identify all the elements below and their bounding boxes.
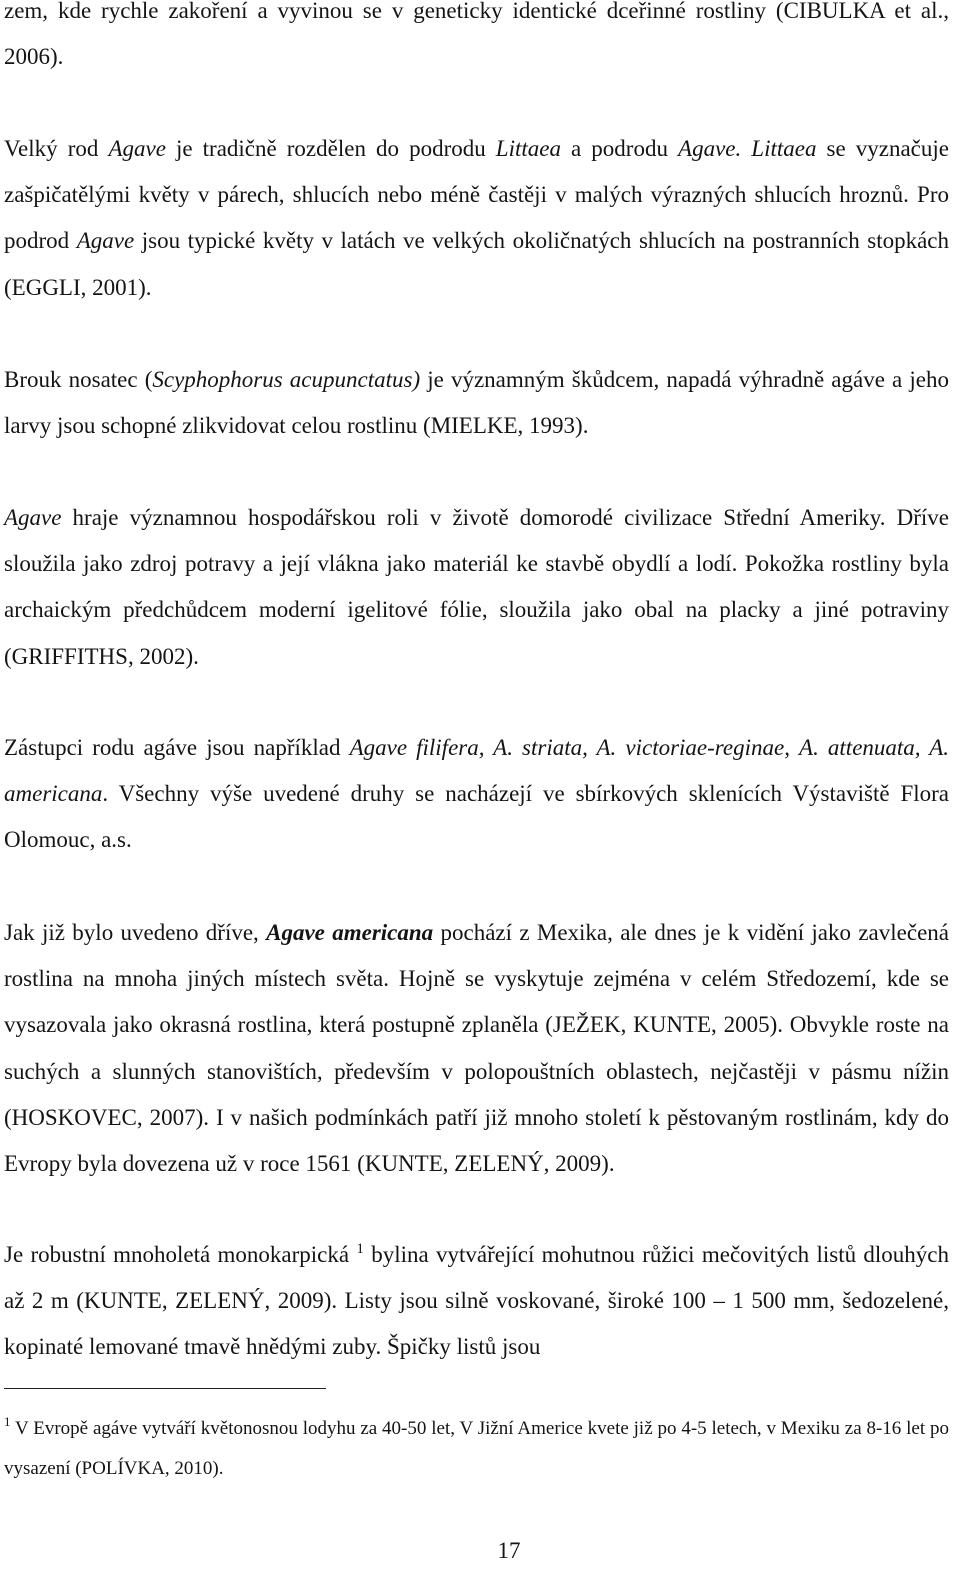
italic-run: Agave [108, 136, 166, 161]
text-run: hraje významnou hospodářskou roli v životě domorodé civilizace Střední Ameriky. Dříve sloužila jako zdroj potravy a její vlákna jako materiál ke stavbě obydlí a lodí. Pokožka rostliny byla archaickým předchůdcem moderní igelitové fólie, sloužila jako obal na placky a jiné potraviny (GRIFFITHS, 2002). [4, 505, 949, 669]
paragraph-agave-americana [4, 910, 949, 1187]
bold-italic-run: Agave americana [266, 920, 434, 945]
footnote-text: V Evropě agáve vytváří květonosnou lodyhu za 40-50 let, V Jižní Americe kvete již po 4-5 letech, v Mexiku za 8-16 let po vysazení (POLÍVKA, 2010). [4, 1418, 949, 1479]
italic-run: Agave. Littaea [678, 136, 817, 161]
italic-run: Scyphophorus acupunctatus) [152, 367, 421, 392]
text-run: se vyznačuje zašpičatělými květy v párech, shlucích nebo méně častěji v malých výrazných shlucích hroznů. Pro podrod [4, 136, 949, 254]
paragraph-economic-role [4, 495, 949, 680]
text-run: , [784, 735, 800, 760]
document-page [4, 0, 949, 1580]
italic-run: Agave [76, 228, 135, 254]
italic-run: Agave [4, 505, 62, 530]
paragraph-weevil [4, 357, 949, 449]
text-run: zem, kde rychle zakoření a vyvinou se v geneticky identické dceřinné rostliny (CIBULKA et al., 2006). [4, 0, 949, 70]
italic-run: Agave filifera, A. striata, A. victoriae-reginae [349, 735, 785, 760]
footnote-reference[interactable]: 1 [356, 1241, 364, 1257]
text-run: pochází z Mexika, ale dnes je k vidění jako zavlečená rostlina na mnoha jiných místech světa. Hojně se vyskytuje zejména v celém Středozemí, kde se vysazovala jako okrasná rostlina, která postupně zplaněla (JEŽEK, KUNTE, 2005). Obvykle roste na suchých a slunných stanovištích, především v polopouštních oblastech, nejčastěji v pásmu nížin (HOSKOVEC, 2007). I v našich podmínkách patří již mnoho století k pěstovaným rostlinám, kdy do Evropy byla dovezena už v roce 1561 (KUNTE, ZELENÝ, 2009). [4, 920, 949, 1177]
paragraph-description [4, 1232, 949, 1371]
text-run: Je robustní mnoholetá monokarpická [4, 1242, 357, 1267]
text-run: Jak již bylo uvedeno dříve, [4, 920, 267, 945]
italic-run: A. attenuata, A. americana [4, 735, 949, 807]
text-run: Velký rod [4, 136, 109, 161]
paragraph-propagation [4, 0, 949, 80]
paragraph-subgenera [4, 126, 949, 311]
page-number: 17 [497, 1538, 521, 1563]
footnote-marker: 1 [4, 1414, 11, 1429]
text-run: . Všechny výše uvedené druhy se nacházejí ve sbírkových sklenících Výstaviště Flora Olomouc, a.s. [4, 781, 949, 853]
text-run: je tradičně rozdělen do podrodu [165, 136, 496, 161]
text-run: Zástupci rodu agáve jsou například [4, 735, 350, 760]
text-run: je významným škůdcem, napadá výhradně agáve a jeho larvy jsou schopné zlikvidovat celou rostlinu (MIELKE, 1993). [4, 367, 949, 439]
paragraph-species [4, 725, 949, 864]
text-run: bylina vytvářející mohutnou růžici mečovitých listů dlouhých až 2 m (KUNTE, ZELENÝ, 2009). Listy jsou silně voskované, široké 100 – 1 500 mm, šedozelené, kopinaté lemované tmavě hnědými zuby. Špičky listů jsou [4, 1242, 949, 1360]
italic-run: Littaea [495, 136, 561, 161]
text-run: jsou typické květy v latách ve velkých okoličnatých shlucích na postranních stopkách (EGGLI, 2001). [4, 228, 949, 300]
footnote [4, 1409, 949, 1489]
text-run: Brouk nosatec ( [4, 367, 153, 392]
footnote-separator [4, 1388, 326, 1389]
text-run: a podrodu [560, 136, 679, 161]
